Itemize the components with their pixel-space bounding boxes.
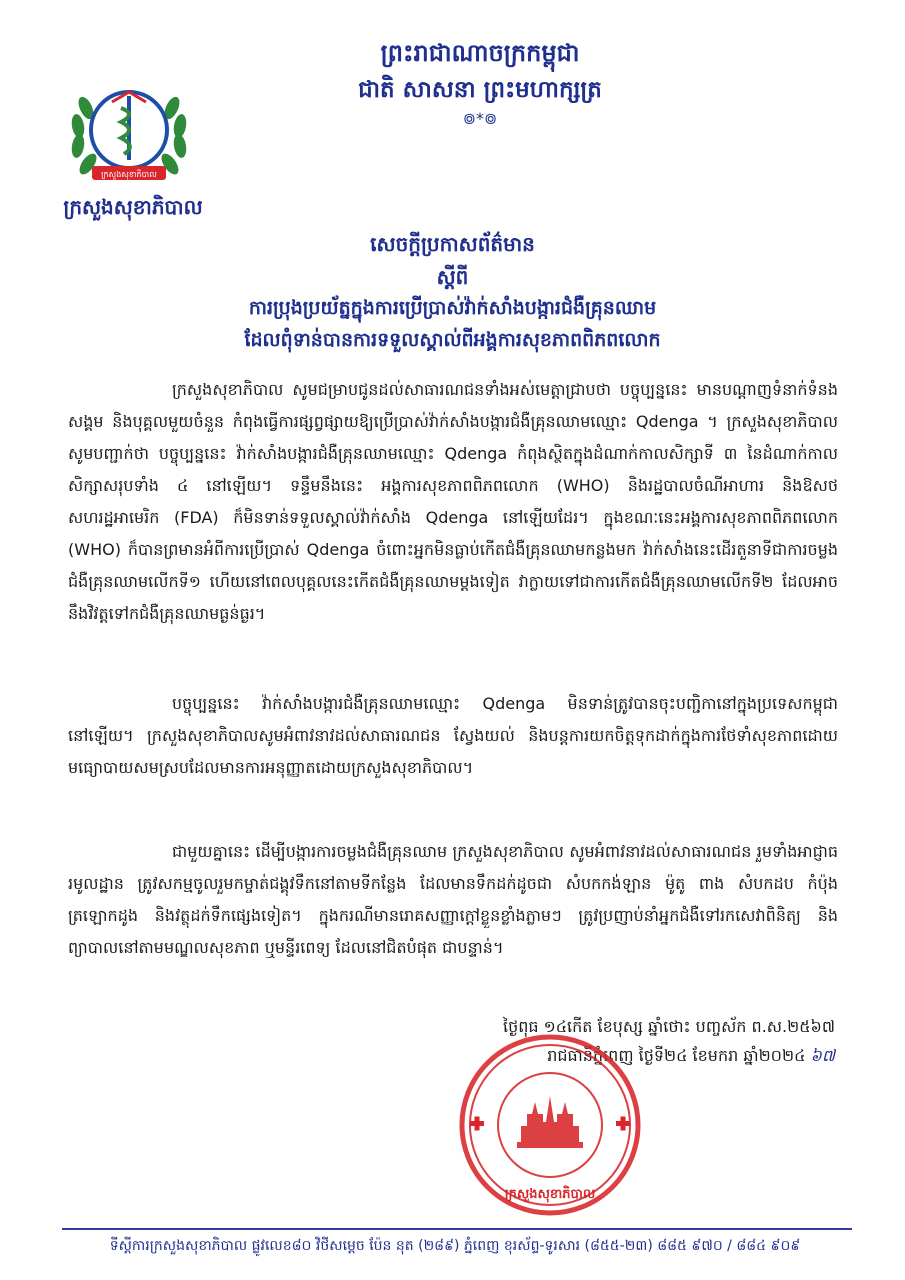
lunar-date: ថ្ងៃពុធ ១៤កើត ខែបុស្ស ឆ្នាំថោះ បញ្ចស័ក ព.ស.២៥៦៧ [502,1017,835,1036]
kingdom-heading: ព្រះរាជាណាចក្រកម្ពុជា [380,39,580,67]
title-subject-line2: ដែលពុំទាន់បានការទទួលស្គាល់ពីអង្គការសុខភាពពិភពលោក [244,329,661,351]
title-announcement: សេចក្តីប្រកាសព័ត៌មាន [370,232,535,256]
title-subject-line1: ការប្រុងប្រយ័ត្នក្នុងការប្រើប្រាស់វ៉ាក់សាំងបង្ការជំងឺគ្រុនឈាម [248,297,657,319]
official-seal [455,1030,645,1220]
body-paragraph-2: បច្ចុប្បន្ននេះ វ៉ាក់សាំងបង្ការជំងឺគ្រុនឈាមឈ្មោះ Qdenga មិនទាន់ត្រូវបានចុះបញ្ជិកានៅក្នុងប្រទេសកម្ពុជានៅឡើយ។ ក្រសួងសុខាភិបាលសូមអំពាវនាវដល់សាធារណជន ស្វែងយល់ និងបន្តការយកចិត្តទុកដាក់ក្នុងការថែទាំសុខភាពដោយមធ្យោបាយសមស្របដែលមានការអនុញ្ញាតដោយក្រសួងសុខាភិបាល។ [68,694,838,777]
footer-divider [62,1228,852,1230]
title-regarding: ស្តីពី [436,265,469,289]
ornament-divider: ៙*៙ [462,109,498,128]
solar-date-text: រាជធានីភ្នំពេញ ថ្ងៃទី២៤ ខែមករា ឆ្នាំ២០២៤ [547,1046,806,1065]
logo-banner-text: ក្រសួងសុខាភិបាល [101,170,157,179]
ministry-name: ក្រសួងសុខាភិបាល [63,195,203,219]
seal-text: ក្រសួងសុខាភិបាល [504,1187,596,1202]
angkor-wat-icon [517,1096,583,1148]
body-paragraph-1: ក្រសួងសុខាភិបាល សូមជម្រាបជូនដល់សាធារណជនទាំងអស់មេត្តាជ្រាបថា បច្ចុប្បន្ននេះ មានបណ្តាញទំនាក់ទំនងសង្គម និងបុគ្គលមួយចំនួន កំពុងធ្វើការផ្សព្វផ្សាយឱ្យប្រើប្រាស់វ៉ាក់សាំងបង្ការជំងឺគ្រុនឈាមឈ្មោះ Qdenga ។ ក្រសួងសុខាភិបាល សូមបញ្ជាក់ថា បច្ចុប្បន្ននេះ វ៉ាក់សាំងបង្ការជំងឺគ្រុនឈាមឈ្មោះ Qdenga កំពុងស្ថិតក្នុងដំណាក់កាលសិក្សាទី ៣ នៃដំណាក់កាលសិក្សាសរុបទាំង ៤ នៅឡើយ។ ទន្ទឹមនឹងនេះ អង្គការសុខភាពពិភពលោក (WHO) និងរដ្ឋបាលចំណីអាហារ និងឱសថសហរដ្ឋអាមេរិក (FDA) ក៏មិនទាន់ទទួលស្គាល់វ៉ាក់សាំង Qdenga នៅឡើយដែរ។ ក្នុងខណៈនេះអង្គការសុខភាពពិភពលោក (WHO) ក៏បានព្រមានអំពីការប្រើប្រាស់ Qdenga ចំពោះអ្នកមិនធ្លាប់កើតជំងឺគ្រុនឈាមកន្លងមក វ៉ាក់សាំងនេះដើរតួនាទីជាការចម្លងជំងឺគ្រុនឈាមលើកទី១ ហើយនៅពេលបុគ្គលនេះកើតជំងឺគ្រុនឈាមម្តងទៀត វាក្លាយទៅជាការកើតជំងឺគ្រុនឈាមលើកទី២ ដែលអាចនឹងវិវត្តទៅកជំងឺគ្រុនឈាមធ្ងន់ធ្ងរ។ [68,380,838,623]
ministry-logo [64,68,194,193]
footer-address: ទីស្តីការក្រសួងសុខាភិបាល ផ្លូវលេខ៨០ វិថីសម្តេច ប៉ែន នុត (២៨៩) ភ្នំពេញ ខុរស័ព្ទ-ទូរសារ (៨៥៥-២៣) ៨៨៥ ៩៧០ / ៨៨៤ ៩០៩ [109,1238,801,1254]
body-paragraph-3: ជាមួយគ្នានេះ ដើម្បីបង្ការការចម្លងជំងឺគ្រុនឈាម ក្រសួងសុខាភិបាល សូមអំពាវនាវដល់សាធារណជន រួមទាំងអាជ្ញាធរមូលដ្ឋាន ត្រូវសកម្មចូលរួមកម្ចាត់ជង្គុវទឹកនៅតាមទីកន្លែង ដែលមានទឹកដក់ដូចជា សំបកកង់ឡាន ម៉ូតូ ពាង សំបកដប កំប៉ុង ត្រឡោកដូង និងវត្ថុដក់ទឹកផ្សេងទៀត។ ក្នុងករណីមានរោគសញ្ញាក្តៅខ្លួនខ្លាំងភ្លាមៗ ត្រូវប្រញាប់នាំអ្នកជំងឺទៅរកសេវាពិនិត្យ និងព្យាបាលនៅតាមមណ្ឌលសុខភាព ឬមន្ទីរពេទ្យ ដែលនៅជិតបំផុត ជាបន្ទាន់។ [68,842,838,957]
national-motto: ជាតិ សាសនា ព្រះមហាក្សត្រ [358,77,602,103]
handwritten-mark: ៦៧ [810,1046,835,1065]
